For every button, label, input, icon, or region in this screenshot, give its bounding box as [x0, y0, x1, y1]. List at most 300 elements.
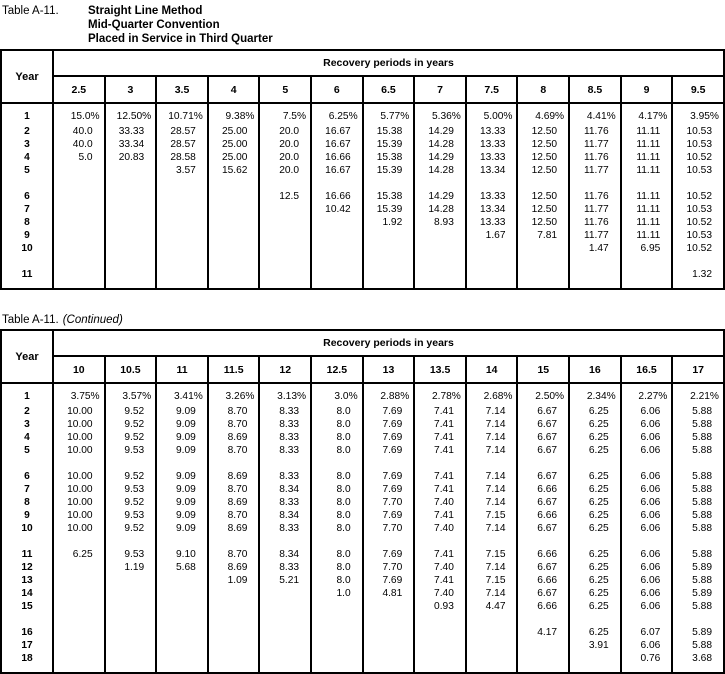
value-cell — [53, 255, 105, 268]
value-cell: 11.77 — [569, 164, 621, 177]
value-cell: 5.89 — [672, 587, 724, 600]
value-cell — [208, 242, 260, 255]
value-cell: 6.06 — [621, 574, 673, 587]
value-cell — [466, 626, 518, 639]
value-cell — [517, 242, 569, 255]
value-cell: 6.06 — [621, 470, 673, 483]
value-cell: 8.70 — [208, 509, 260, 522]
value-cell — [414, 255, 466, 268]
value-cell: 6.66 — [517, 483, 569, 496]
value-cell — [517, 268, 569, 289]
table-row — [1, 190, 724, 203]
value-cell — [672, 613, 724, 626]
value-cell — [517, 177, 569, 190]
value-cell — [621, 535, 673, 548]
col-header: 10 — [53, 356, 105, 383]
year-cell: 18 — [21, 653, 33, 664]
value-cell: 6.25 — [569, 522, 621, 535]
col-header: 11 — [156, 356, 208, 383]
value-cell — [311, 535, 363, 548]
value-cell: 6.06 — [621, 522, 673, 535]
value-cell: 12.50 — [517, 203, 569, 216]
value-cell: 4.17% — [621, 103, 673, 125]
value-cell: 6.06 — [621, 587, 673, 600]
value-cell: 8.0 — [311, 470, 363, 483]
value-cell — [156, 639, 208, 652]
value-cell — [414, 457, 466, 470]
year-cell: 15 — [21, 601, 33, 612]
value-cell — [311, 626, 363, 639]
value-cell: 13.34 — [466, 164, 518, 177]
value-cell — [105, 177, 157, 190]
value-cell — [53, 457, 105, 470]
year-cell: 1 — [24, 391, 30, 402]
table-row — [1, 268, 724, 289]
value-cell — [517, 652, 569, 673]
value-cell: 6.66 — [517, 574, 569, 587]
value-cell: 9.53 — [105, 509, 157, 522]
value-cell: 11.76 — [569, 216, 621, 229]
col-header: 4 — [208, 76, 260, 103]
value-cell: 9.09 — [156, 522, 208, 535]
value-cell — [569, 177, 621, 190]
value-cell: 10.00 — [53, 444, 105, 457]
table2-continued-label: (Continued) — [62, 314, 123, 326]
col-header: 13.5 — [414, 356, 466, 383]
value-cell — [259, 613, 311, 626]
value-cell — [466, 268, 518, 289]
value-cell — [156, 613, 208, 626]
value-cell: 1.19 — [105, 561, 157, 574]
value-cell: 8.69 — [208, 470, 260, 483]
value-cell: 5.88 — [672, 483, 724, 496]
table-row — [1, 151, 724, 164]
value-cell: 6.67 — [517, 444, 569, 457]
value-cell: 7.14 — [466, 431, 518, 444]
table2-label: Table A-11. — [2, 314, 59, 326]
value-cell: 4.69% — [517, 103, 569, 125]
table-row — [1, 242, 724, 255]
value-cell — [363, 613, 415, 626]
value-cell — [414, 177, 466, 190]
value-cell: 11.76 — [569, 151, 621, 164]
value-cell: 10.42 — [311, 203, 363, 216]
value-cell: 7.40 — [414, 561, 466, 574]
value-cell — [105, 203, 157, 216]
value-cell — [569, 255, 621, 268]
value-cell: 3.13% — [259, 383, 311, 405]
year-cell: 10 — [21, 523, 33, 534]
value-cell — [208, 652, 260, 673]
value-cell: 8.0 — [311, 574, 363, 587]
table-row — [1, 496, 724, 509]
value-cell — [105, 613, 157, 626]
value-cell — [105, 242, 157, 255]
value-cell — [414, 535, 466, 548]
col-header: 8.5 — [569, 76, 621, 103]
year-cell: 4 — [24, 432, 30, 443]
value-cell: 3.41% — [156, 383, 208, 405]
value-cell: 11.77 — [569, 229, 621, 242]
value-cell — [569, 613, 621, 626]
value-cell — [621, 255, 673, 268]
value-cell: 13.33 — [466, 151, 518, 164]
col-header: 3.5 — [156, 76, 208, 103]
year-cell: 6 — [24, 471, 30, 482]
value-cell: 5.88 — [672, 522, 724, 535]
value-cell: 10.00 — [53, 405, 105, 418]
value-cell: 12.50 — [517, 190, 569, 203]
value-cell: 9.52 — [105, 405, 157, 418]
value-cell: 6.25 — [569, 483, 621, 496]
value-cell — [53, 190, 105, 203]
value-cell — [569, 535, 621, 548]
value-cell — [259, 242, 311, 255]
value-cell — [672, 535, 724, 548]
year-cell: 4 — [24, 152, 30, 163]
year-cell: 11 — [21, 549, 33, 560]
value-cell: 12.50 — [517, 138, 569, 151]
value-cell: 10.52 — [672, 216, 724, 229]
value-cell: 7.14 — [466, 444, 518, 457]
value-cell — [156, 535, 208, 548]
value-cell: 7.69 — [363, 574, 415, 587]
value-cell — [156, 177, 208, 190]
value-cell: 8.70 — [208, 418, 260, 431]
value-cell: 15.39 — [363, 138, 415, 151]
value-cell — [156, 216, 208, 229]
value-cell: 11.11 — [621, 190, 673, 203]
value-cell: 8.69 — [208, 522, 260, 535]
value-cell: 3.26% — [208, 383, 260, 405]
value-cell: 6.67 — [517, 418, 569, 431]
value-cell — [311, 242, 363, 255]
value-cell: 10.52 — [672, 190, 724, 203]
value-cell — [208, 177, 260, 190]
value-cell: 9.09 — [156, 431, 208, 444]
value-cell: 5.88 — [672, 600, 724, 613]
col-header: 12.5 — [311, 356, 363, 383]
value-cell: 15.39 — [363, 203, 415, 216]
value-cell — [53, 535, 105, 548]
year-cell: 2 — [24, 126, 30, 137]
table-row — [1, 483, 724, 496]
value-cell: 6.06 — [621, 600, 673, 613]
value-cell: 13.33 — [466, 138, 518, 151]
value-cell — [259, 652, 311, 673]
table-row — [1, 444, 724, 457]
value-cell: 13.33 — [466, 125, 518, 138]
value-cell: 8.0 — [311, 418, 363, 431]
value-cell: 10.00 — [53, 470, 105, 483]
value-cell: 11.11 — [621, 138, 673, 151]
value-cell — [259, 203, 311, 216]
table1-title-line2: Mid-Quarter Convention — [88, 19, 220, 31]
table-row — [1, 405, 724, 418]
year-cell: 3 — [24, 419, 30, 430]
value-cell: 7.69 — [363, 548, 415, 561]
table1-title-lines — [88, 4, 273, 46]
value-cell — [53, 203, 105, 216]
value-cell: 1.09 — [208, 574, 260, 587]
spacer-row — [1, 255, 724, 268]
value-cell: 15.62 — [208, 164, 260, 177]
year-cell — [1, 457, 53, 470]
value-cell: 6.66 — [517, 509, 569, 522]
value-cell — [53, 229, 105, 242]
value-cell — [208, 587, 260, 600]
value-cell: 8.0 — [311, 548, 363, 561]
year-cell: 7 — [24, 484, 30, 495]
value-cell: 7.69 — [363, 431, 415, 444]
value-cell: 16.66 — [311, 151, 363, 164]
value-cell: 5.88 — [672, 574, 724, 587]
value-cell: 6.67 — [517, 496, 569, 509]
year-cell: 12 — [21, 562, 33, 573]
value-cell: 10.53 — [672, 164, 724, 177]
value-cell: 7.14 — [466, 561, 518, 574]
table-row — [1, 574, 724, 587]
value-cell: 6.25 — [569, 561, 621, 574]
value-cell: 12.50 — [517, 151, 569, 164]
value-cell: 7.41 — [414, 444, 466, 457]
table-row — [1, 103, 724, 125]
value-cell: 6.07 — [621, 626, 673, 639]
value-cell: 15.0% — [53, 103, 105, 125]
value-cell: 11.11 — [621, 229, 673, 242]
table-row — [1, 431, 724, 444]
value-cell: 7.41 — [414, 470, 466, 483]
value-cell — [363, 177, 415, 190]
value-cell — [156, 203, 208, 216]
value-cell: 5.21 — [259, 574, 311, 587]
value-cell: 6.25 — [569, 418, 621, 431]
value-cell: 6.25% — [311, 103, 363, 125]
year-cell — [1, 613, 53, 626]
year-cell: 6 — [24, 191, 30, 202]
value-cell: 11.11 — [621, 164, 673, 177]
value-cell: 6.06 — [621, 548, 673, 561]
value-cell: 7.14 — [466, 418, 518, 431]
value-cell — [672, 177, 724, 190]
value-cell: 14.28 — [414, 164, 466, 177]
value-cell — [311, 216, 363, 229]
value-cell — [414, 229, 466, 242]
value-cell: 4.41% — [569, 103, 621, 125]
value-cell: 7.5% — [259, 103, 311, 125]
value-cell: 6.67 — [517, 470, 569, 483]
value-cell: 8.0 — [311, 444, 363, 457]
value-cell: 11.77 — [569, 203, 621, 216]
value-cell — [259, 587, 311, 600]
value-cell: 7.15 — [466, 509, 518, 522]
year-cell: 16 — [21, 627, 33, 638]
value-cell: 9.52 — [105, 522, 157, 535]
value-cell — [105, 626, 157, 639]
table1-title — [0, 0, 725, 46]
value-cell: 8.70 — [208, 444, 260, 457]
year-cell: 17 — [21, 640, 33, 651]
value-cell: 40.0 — [53, 125, 105, 138]
header-row-columns — [1, 76, 724, 103]
value-cell: 9.52 — [105, 496, 157, 509]
value-cell — [517, 457, 569, 470]
value-cell — [363, 639, 415, 652]
value-cell: 8.34 — [259, 483, 311, 496]
table-row — [1, 203, 724, 216]
value-cell: 13.34 — [466, 203, 518, 216]
value-cell: 8.0 — [311, 522, 363, 535]
value-cell: 2.34% — [569, 383, 621, 405]
value-cell — [53, 639, 105, 652]
col-header: 3 — [105, 76, 157, 103]
value-cell: 5.88 — [672, 405, 724, 418]
value-cell — [105, 574, 157, 587]
value-cell: 2.21% — [672, 383, 724, 405]
value-cell — [311, 177, 363, 190]
value-cell: 0.93 — [414, 600, 466, 613]
value-cell — [621, 268, 673, 289]
year-header: Year — [1, 330, 53, 383]
value-cell: 7.14 — [466, 483, 518, 496]
value-cell — [105, 255, 157, 268]
value-cell: 7.41 — [414, 509, 466, 522]
value-cell: 10.53 — [672, 229, 724, 242]
value-cell: 9.52 — [105, 418, 157, 431]
value-cell: 9.09 — [156, 509, 208, 522]
value-cell: 7.69 — [363, 483, 415, 496]
value-cell: 5.88 — [672, 639, 724, 652]
value-cell — [414, 652, 466, 673]
value-cell: 2.78% — [414, 383, 466, 405]
depreciation-table-2 — [0, 329, 725, 674]
value-cell — [105, 164, 157, 177]
table-row — [1, 470, 724, 483]
value-cell — [156, 652, 208, 673]
value-cell: 7.41 — [414, 405, 466, 418]
depreciation-table-1 — [0, 49, 725, 290]
value-cell: 12.5 — [259, 190, 311, 203]
value-cell: 5.88 — [672, 418, 724, 431]
value-cell: 10.00 — [53, 509, 105, 522]
value-cell: 13.33 — [466, 190, 518, 203]
value-cell: 16.66 — [311, 190, 363, 203]
value-cell: 25.00 — [208, 151, 260, 164]
col-header: 16 — [569, 356, 621, 383]
value-cell: 7.14 — [466, 522, 518, 535]
value-cell — [311, 613, 363, 626]
value-cell: 6.06 — [621, 639, 673, 652]
value-cell — [311, 229, 363, 242]
value-cell: 14.29 — [414, 125, 466, 138]
value-cell: 33.33 — [105, 125, 157, 138]
value-cell: 6.25 — [569, 626, 621, 639]
value-cell — [208, 268, 260, 289]
value-cell: 12.50 — [517, 216, 569, 229]
value-cell: 5.88 — [672, 509, 724, 522]
value-cell: 6.25 — [569, 548, 621, 561]
value-cell: 6.67 — [517, 561, 569, 574]
value-cell: 7.70 — [363, 522, 415, 535]
value-cell: 8.93 — [414, 216, 466, 229]
value-cell: 9.53 — [105, 444, 157, 457]
value-cell: 8.33 — [259, 470, 311, 483]
value-cell — [53, 626, 105, 639]
header-row-group — [1, 330, 724, 356]
value-cell — [53, 242, 105, 255]
value-cell: 5.88 — [672, 496, 724, 509]
value-cell: 10.52 — [672, 242, 724, 255]
value-cell — [156, 268, 208, 289]
year-cell: 13 — [21, 575, 33, 586]
value-cell: 6.25 — [53, 548, 105, 561]
value-cell: 9.38% — [208, 103, 260, 125]
value-cell — [363, 242, 415, 255]
value-cell — [208, 216, 260, 229]
value-cell: 9.09 — [156, 444, 208, 457]
value-cell: 10.00 — [53, 496, 105, 509]
value-cell: 8.0 — [311, 496, 363, 509]
table1-title-line3: Placed in Service in Third Quarter — [88, 33, 273, 45]
value-cell — [105, 457, 157, 470]
value-cell: 6.67 — [517, 587, 569, 600]
value-cell — [259, 255, 311, 268]
value-cell: 6.06 — [621, 561, 673, 574]
value-cell — [53, 561, 105, 574]
value-cell: 6.25 — [569, 600, 621, 613]
value-cell — [156, 255, 208, 268]
value-cell: 7.69 — [363, 470, 415, 483]
value-cell: 14.29 — [414, 190, 466, 203]
table-row — [1, 522, 724, 535]
table-row — [1, 587, 724, 600]
value-cell: 12.50 — [517, 125, 569, 138]
value-cell: 7.69 — [363, 405, 415, 418]
value-cell: 8.33 — [259, 405, 311, 418]
value-cell — [259, 457, 311, 470]
spacer-row — [1, 457, 724, 470]
value-cell: 20.0 — [259, 125, 311, 138]
value-cell — [53, 587, 105, 600]
value-cell: 8.34 — [259, 548, 311, 561]
recovery-periods-header: Recovery periods in years — [53, 50, 724, 76]
value-cell: 8.69 — [208, 496, 260, 509]
year-header: Year — [1, 50, 53, 103]
value-cell: 5.89 — [672, 626, 724, 639]
value-cell — [517, 255, 569, 268]
col-header: 17 — [672, 356, 724, 383]
value-cell — [208, 255, 260, 268]
value-cell: 11.11 — [621, 216, 673, 229]
value-cell: 8.33 — [259, 431, 311, 444]
value-cell: 10.71% — [156, 103, 208, 125]
value-cell — [311, 255, 363, 268]
value-cell: 11.76 — [569, 190, 621, 203]
value-cell — [208, 535, 260, 548]
value-cell: 14.28 — [414, 138, 466, 151]
col-header: 7.5 — [466, 76, 518, 103]
value-cell: 5.89 — [672, 561, 724, 574]
value-cell — [466, 177, 518, 190]
value-cell: 5.0 — [53, 151, 105, 164]
table-row — [1, 626, 724, 639]
value-cell: 6.06 — [621, 496, 673, 509]
value-cell: 1.47 — [569, 242, 621, 255]
table-row — [1, 509, 724, 522]
value-cell — [156, 242, 208, 255]
value-cell: 6.06 — [621, 431, 673, 444]
value-cell — [208, 613, 260, 626]
